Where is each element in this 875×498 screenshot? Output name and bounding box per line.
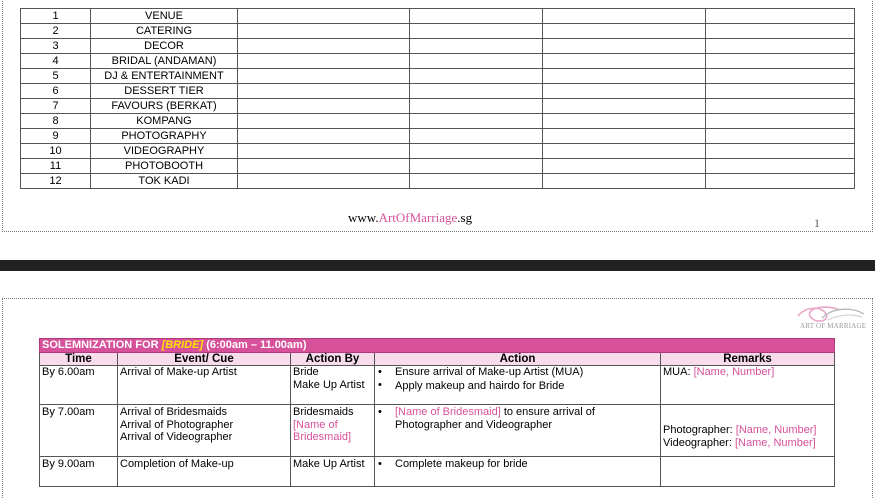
vendor-row [21,54,855,69]
vendor-blank-cell[interactable] [543,159,706,174]
row-action [375,405,661,457]
vendor-number: 11 [21,159,91,174]
vendor-blank-cell[interactable] [706,174,855,189]
schedule-row [40,457,835,487]
vendor-name: CATERING [91,24,238,39]
vendor-blank-cell[interactable] [238,159,410,174]
row-action-by: Bridesmaids [Name of Bridesmaid] [291,405,375,457]
action-item: • [Name of Bridesmaid] to ensure arrival of Photographer and Videographer [395,406,658,431]
row-event: Completion of Make-up [118,457,291,487]
vendor-blank-cell[interactable] [238,24,410,39]
placeholder-text: [Name of Bridesmaid] [395,406,501,418]
vendor-blank-cell[interactable] [238,69,410,84]
vendor-name: VIDEOGRAPHY [91,144,238,159]
schedule-table [39,338,835,487]
vendor-blank-cell[interactable] [706,9,855,24]
vendor-blank-cell[interactable] [706,114,855,129]
vendor-name: PHOTOGRAPHY [91,129,238,144]
vendor-row [21,9,855,24]
schedule-title-row [40,339,835,353]
vendor-blank-cell[interactable] [543,99,706,114]
vendor-blank-cell[interactable] [238,9,410,24]
row-action-by: Bride Make Up Artist [291,366,375,405]
vendor-blank-cell[interactable] [543,114,706,129]
vendor-row [21,99,855,114]
vendor-blank-cell[interactable] [543,174,706,189]
vendor-blank-cell[interactable] [238,144,410,159]
vendor-blank-cell[interactable] [706,159,855,174]
vendor-number: 1 [21,9,91,24]
vendor-blank-cell[interactable] [543,144,706,159]
vendor-table [20,8,855,189]
header-action: Action [375,352,661,366]
vendor-blank-cell[interactable] [706,39,855,54]
vendor-blank-cell[interactable] [410,99,543,114]
page-number: 1 [814,216,820,230]
vendor-blank-cell[interactable] [706,24,855,39]
action-item: • Ensure arrival of Make-up Artist (MUA) [395,366,658,379]
row-remarks: MUA: [Name, Number] [661,366,835,405]
row-action [375,457,661,487]
row-time: By 7.00am [40,405,118,457]
vendor-blank-cell[interactable] [543,24,706,39]
placeholder-text: [Name, Number] [735,424,817,436]
schedule-title: SOLEMNIZATION FOR [BRIDE] (6:00am – 11.00am) [40,339,835,353]
vendor-row [21,24,855,39]
vendor-number: 5 [21,69,91,84]
vendor-row [21,39,855,54]
vendor-blank-cell[interactable] [706,69,855,84]
footer-url-brand: ArtOfMarriage [378,210,458,225]
vendor-number: 4 [21,54,91,69]
vendor-row [21,144,855,159]
row-remarks: Photographer: [Name, Number] Videographer: [Name, Number] [661,405,835,457]
footer-url-suffix: .sg [457,210,473,225]
vendor-blank-cell[interactable] [706,99,855,114]
placeholder-text: [Name, Number] [734,436,816,449]
action-item: • Apply makeup and hairdo for Bride [395,379,658,393]
row-remarks [661,457,835,487]
vendor-blank-cell[interactable] [410,144,543,159]
vendor-blank-cell[interactable] [706,144,855,159]
vendor-blank-cell[interactable] [238,54,410,69]
vendor-blank-cell[interactable] [706,54,855,69]
vendor-name: KOMPANG [91,114,238,129]
vendor-blank-cell[interactable] [410,174,543,189]
schedule-row [40,366,835,405]
action-item: • Complete makeup for bride [395,458,658,471]
vendor-number: 8 [21,114,91,129]
vendor-blank-cell[interactable] [410,69,543,84]
vendor-name: TOK KADI [91,174,238,189]
vendor-row [21,84,855,99]
vendor-blank-cell[interactable] [238,99,410,114]
vendor-number: 2 [21,24,91,39]
vendor-blank-cell[interactable] [410,24,543,39]
vendor-blank-cell[interactable] [543,129,706,144]
header-event: Event/ Cue [118,352,291,366]
vendor-blank-cell[interactable] [410,39,543,54]
vendor-row [21,129,855,144]
schedule-row [40,405,835,457]
vendor-number: 3 [21,39,91,54]
footer-url-prefix: www. [348,210,379,225]
vendor-name: DECOR [91,39,238,54]
vendor-blank-cell[interactable] [410,54,543,69]
vendor-row [21,174,855,189]
vendor-name: PHOTOBOOTH [91,159,238,174]
vendor-number: 6 [21,84,91,99]
header-remarks: Remarks [661,352,835,366]
vendor-number: 12 [21,174,91,189]
vendor-blank-cell[interactable] [706,84,855,99]
footer-url[interactable] [348,210,472,226]
row-time: By 6.00am [40,366,118,405]
vendor-name: FAVOURS (BERKAT) [91,99,238,114]
vendor-blank-cell[interactable] [238,114,410,129]
row-event: Arrival of Bridesmaids Arrival of Photographer Arrival of Videographer [118,405,291,457]
vendor-blank-cell[interactable] [543,54,706,69]
placeholder-text: [Name, Number] [693,366,775,378]
row-time: By 9.00am [40,457,118,487]
header-time: Time [40,352,118,366]
vendor-blank-cell[interactable] [238,174,410,189]
schedule-header-row [40,352,835,366]
vendor-blank-cell[interactable] [410,129,543,144]
row-action [375,366,661,405]
vendor-blank-cell[interactable] [410,84,543,99]
vendor-row [21,114,855,129]
logo-text: ART OF MARRIAGE [800,322,867,330]
header-action-by: Action By [291,352,375,366]
vendor-number: 9 [21,129,91,144]
vendor-name: VENUE [91,9,238,24]
vendor-number: 7 [21,99,91,114]
row-action-by: Make Up Artist [291,457,375,487]
row-event: Arrival of Make-up Artist [118,366,291,405]
vendor-name: DESSERT TIER [91,84,238,99]
page-gap [0,260,875,271]
vendor-blank-cell[interactable] [410,9,543,24]
vendor-blank-cell[interactable] [543,84,706,99]
vendor-blank-cell[interactable] [238,39,410,54]
vendor-number: 10 [21,144,91,159]
placeholder-text: [Name of Bridesmaid] [293,418,352,443]
vendor-row [21,69,855,84]
vendor-blank-cell[interactable] [410,114,543,129]
vendor-blank-cell[interactable] [543,39,706,54]
vendor-blank-cell[interactable] [238,129,410,144]
vendor-blank-cell[interactable] [238,84,410,99]
vendor-blank-cell[interactable] [543,9,706,24]
bride-placeholder: [BRIDE] [161,339,204,351]
vendor-row [21,159,855,174]
vendor-blank-cell[interactable] [706,129,855,144]
vendor-name: DJ & ENTERTAINMENT [91,69,238,84]
vendor-name: BRIDAL (ANDAMAN) [91,54,238,69]
vendor-blank-cell[interactable] [543,69,706,84]
vendor-blank-cell[interactable] [410,159,543,174]
